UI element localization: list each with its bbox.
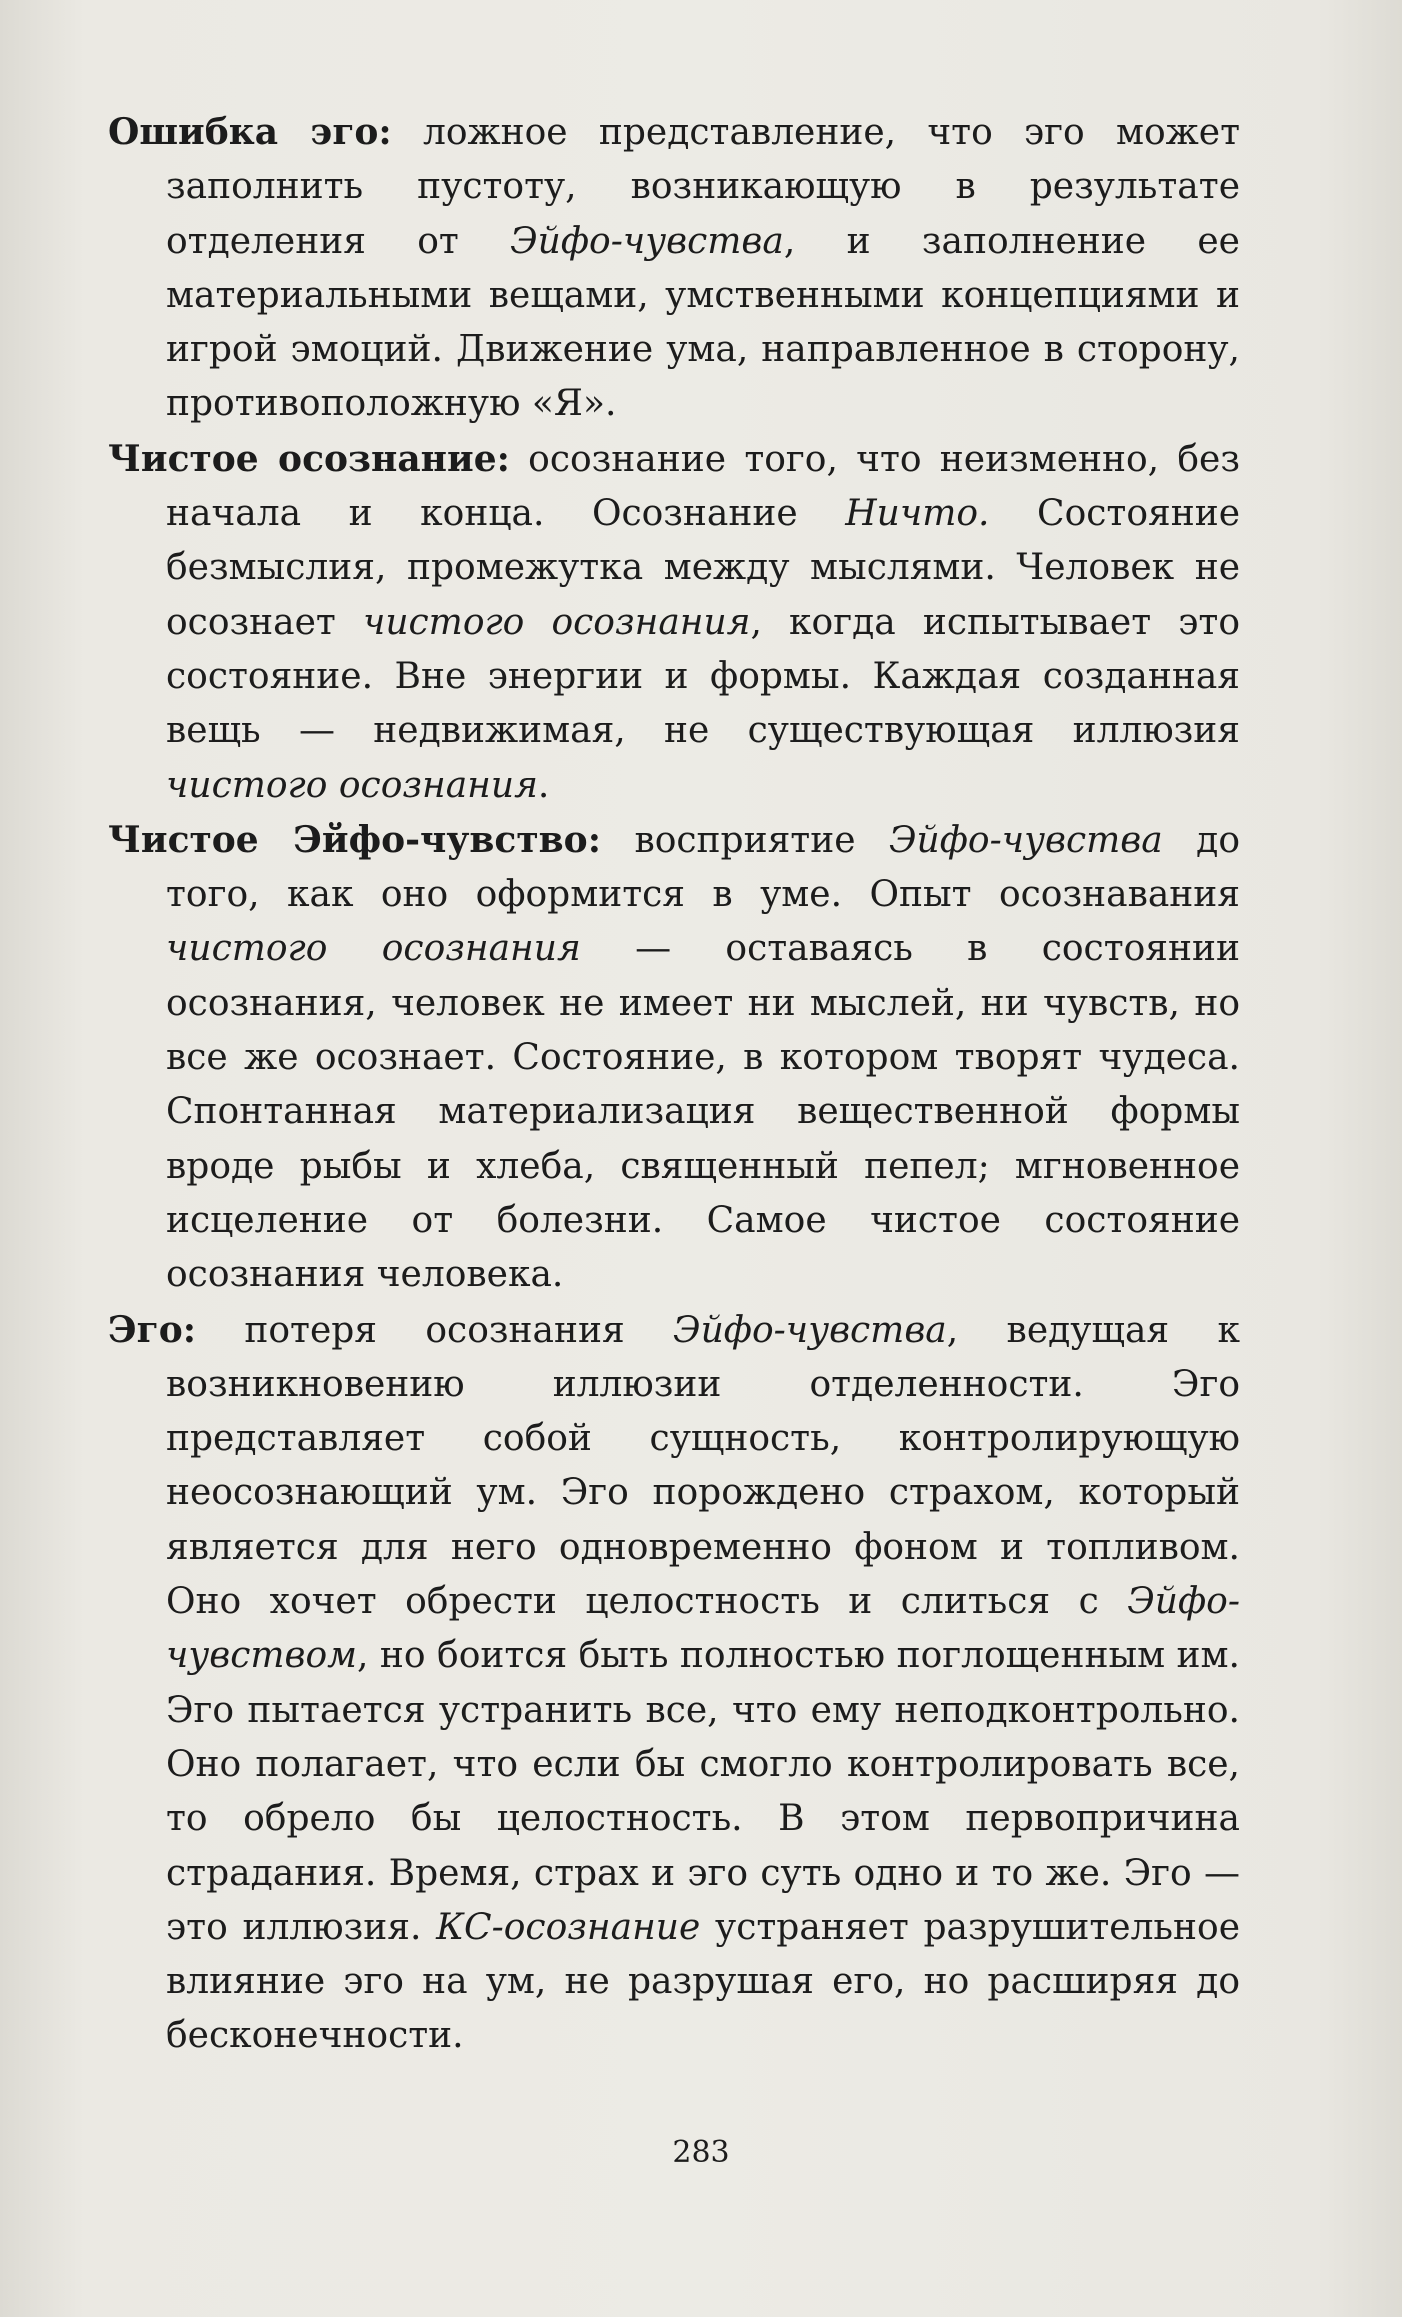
entry-text-italic: чистого осознания — [166, 928, 581, 970]
entry-term: Чистое Эйфо-чувство: — [108, 818, 601, 861]
glossary-entry-pure-eufeeling — [108, 813, 1240, 1303]
entry-term: Эго: — [108, 1308, 196, 1351]
entry-text: до того, как оно оформится в уме. Опыт осознавания — [166, 819, 1240, 916]
entry-text: — оставаясь в состоянии осознания, человек не имеет ни мыслей, ни чувств, но все же осознает. Состояние, в котором творят чудеса. Спонтанная материализация вещественной формы вроде рыбы и хлеба, священный пепел; мгновенное исцеление от болезни. Самое чистое состояние осознания человека. — [166, 928, 1240, 1296]
entry-text-italic: Эйфо-чувства — [673, 1309, 947, 1351]
glossary-entry-ego — [108, 1303, 1240, 2064]
entry-text: , ведущая к возникновению иллюзии отделенности. Эго представляет собой сущность, контролирующую неосознающий ум. Эго порождено страхом, который является для него одновременно фоном и топливом. Оно хочет обрести целостность и слиться с — [166, 1309, 1240, 1623]
page-number: 283 — [672, 2135, 730, 2170]
entry-text: ложное представление, что эго может заполнить пустоту, возникающую в результате отделения от — [166, 112, 1240, 262]
entry-text-italic: Эйфо-чувством — [166, 1581, 1240, 1677]
entry-text-italic: чистого осознания — [166, 764, 538, 806]
entry-text-italic: Эйфо-чувства — [510, 220, 784, 262]
entry-text: , и заполнение ее материальными вещами, умственными концепциями и игрой эмоций. Движение ума, направленное в сторону, противоположную «Я». — [166, 220, 1240, 425]
entry-text: восприятие — [600, 819, 889, 861]
entry-text-italic: Эйфо-чувства — [888, 819, 1163, 861]
glossary-entry-pure-awareness — [108, 432, 1240, 813]
entry-term: Ошибка эго: — [108, 111, 392, 153]
entry-text-italic: чистого осознания — [362, 601, 751, 643]
entry-text: , когда испытывает это состояние. Вне энергии и формы. Каждая созданная вещь — недвижимая, не существующая иллюзия — [166, 601, 1241, 752]
entry-term: Чистое осознание: — [108, 437, 510, 480]
entry-text: . — [537, 764, 550, 806]
entry-text: , но боится быть полностью поглощенным им. Эго пытается устранить все, что ему неподконтрольно. Оно полагает, что если бы смогло контролировать все, то обрело бы целостность. В этом первопричина страдания. Время, страх и эго суть одно и то же. Эго — это иллюзия. — [166, 1635, 1240, 1948]
glossary-text — [108, 105, 1240, 2064]
entry-text: осознание того, что неизменно, без начала и конца. Осознание — [166, 438, 1240, 535]
glossary-entry-ego-error — [108, 105, 1240, 432]
entry-text-italic: Ничто. — [845, 493, 990, 535]
entry-text: потеря осознания — [196, 1309, 674, 1351]
entry-text-italic: КС-осознание — [436, 1906, 701, 1948]
entry-text: Состояние безмыслия, промежутка между мыслями. Человек не осознает — [166, 493, 1240, 643]
entry-text: устраняет разрушительное влияние эго на ум, не разрушая его, но расширяя до бесконечности. — [166, 1906, 1241, 2057]
